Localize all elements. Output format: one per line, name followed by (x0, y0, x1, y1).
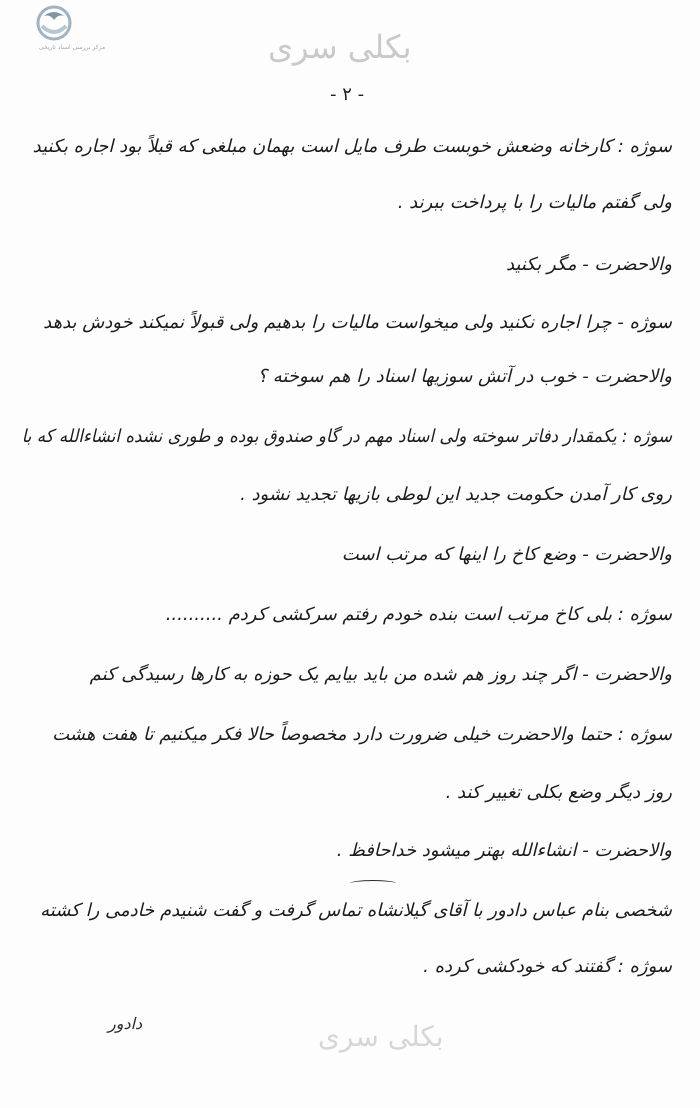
text-line: شخصی بنام عباس دادور با آقای گیلانشاه تماس گرفت و گفت شنیدم خادمی را کشته (40, 900, 672, 921)
text-line: سوژه : یکمقدار دفاتر سوخته ولی اسناد مهم در گاو صندوق بوده و طوری نشده انشاءالله که با (21, 426, 672, 447)
archive-logo-icon (34, 4, 74, 42)
text-line: سوژه : گفتند که خودکشی کرده . (423, 956, 672, 977)
text-line: سوژه : بلی کاخ مرتب است بنده خودم رفتم سرکشی کردم .......... (165, 604, 672, 625)
text-line: والاحضرت - اگر چند روز هم شده من باید بیایم یک حوزه به کارها رسیدگی کنم (89, 664, 672, 685)
text-line: والاحضرت - خوب در آتش سوزیها اسناد را هم سوخته ؟ (257, 366, 672, 387)
archive-logo-text: مرکز بررسی اسناد تاریخی (38, 44, 106, 51)
text-line: والاحضرت - انشاءالله بهتر میشود خداحافظ . (336, 840, 672, 861)
text-line: روی کار آمدن حکومت جدید این لوطی بازیها تجدید نشود . (240, 484, 672, 505)
handwritten-overline (350, 880, 396, 887)
text-line: والاحضرت - مگر بکنید (505, 254, 672, 275)
classification-stamp-top: بکلی سری (268, 28, 412, 66)
text-line: سوژه - چرا اجاره نکنید ولی میخواست مالیات را بدهیم ولی قبولاً نمیکند خودش بدهد (43, 312, 672, 333)
archive-logo (22, 4, 112, 60)
text-line: روز دیگر وضع بکلی تغییر کند . (445, 782, 672, 803)
text-line: ولی گفتم مالیات را با پرداخت ببرند . (397, 192, 672, 213)
page-number: - ۲ - (330, 84, 365, 105)
text-line: سوژه : حتما والاحضرت خیلی ضرورت دارد مخصوصاً حالا فکر میکنیم تا هفت هشت (52, 724, 672, 745)
classification-stamp-bottom: بکلی سری (318, 1020, 444, 1053)
signature: دادور (108, 1014, 143, 1033)
text-line: والاحضرت - وضع کاخ را اینها که مرتب است (341, 544, 672, 565)
text-line: سوژه : کارخانه وضعش خوبست طرف مایل است بهمان مبلغی که قبلاً بود اجاره بکنید (32, 136, 672, 157)
